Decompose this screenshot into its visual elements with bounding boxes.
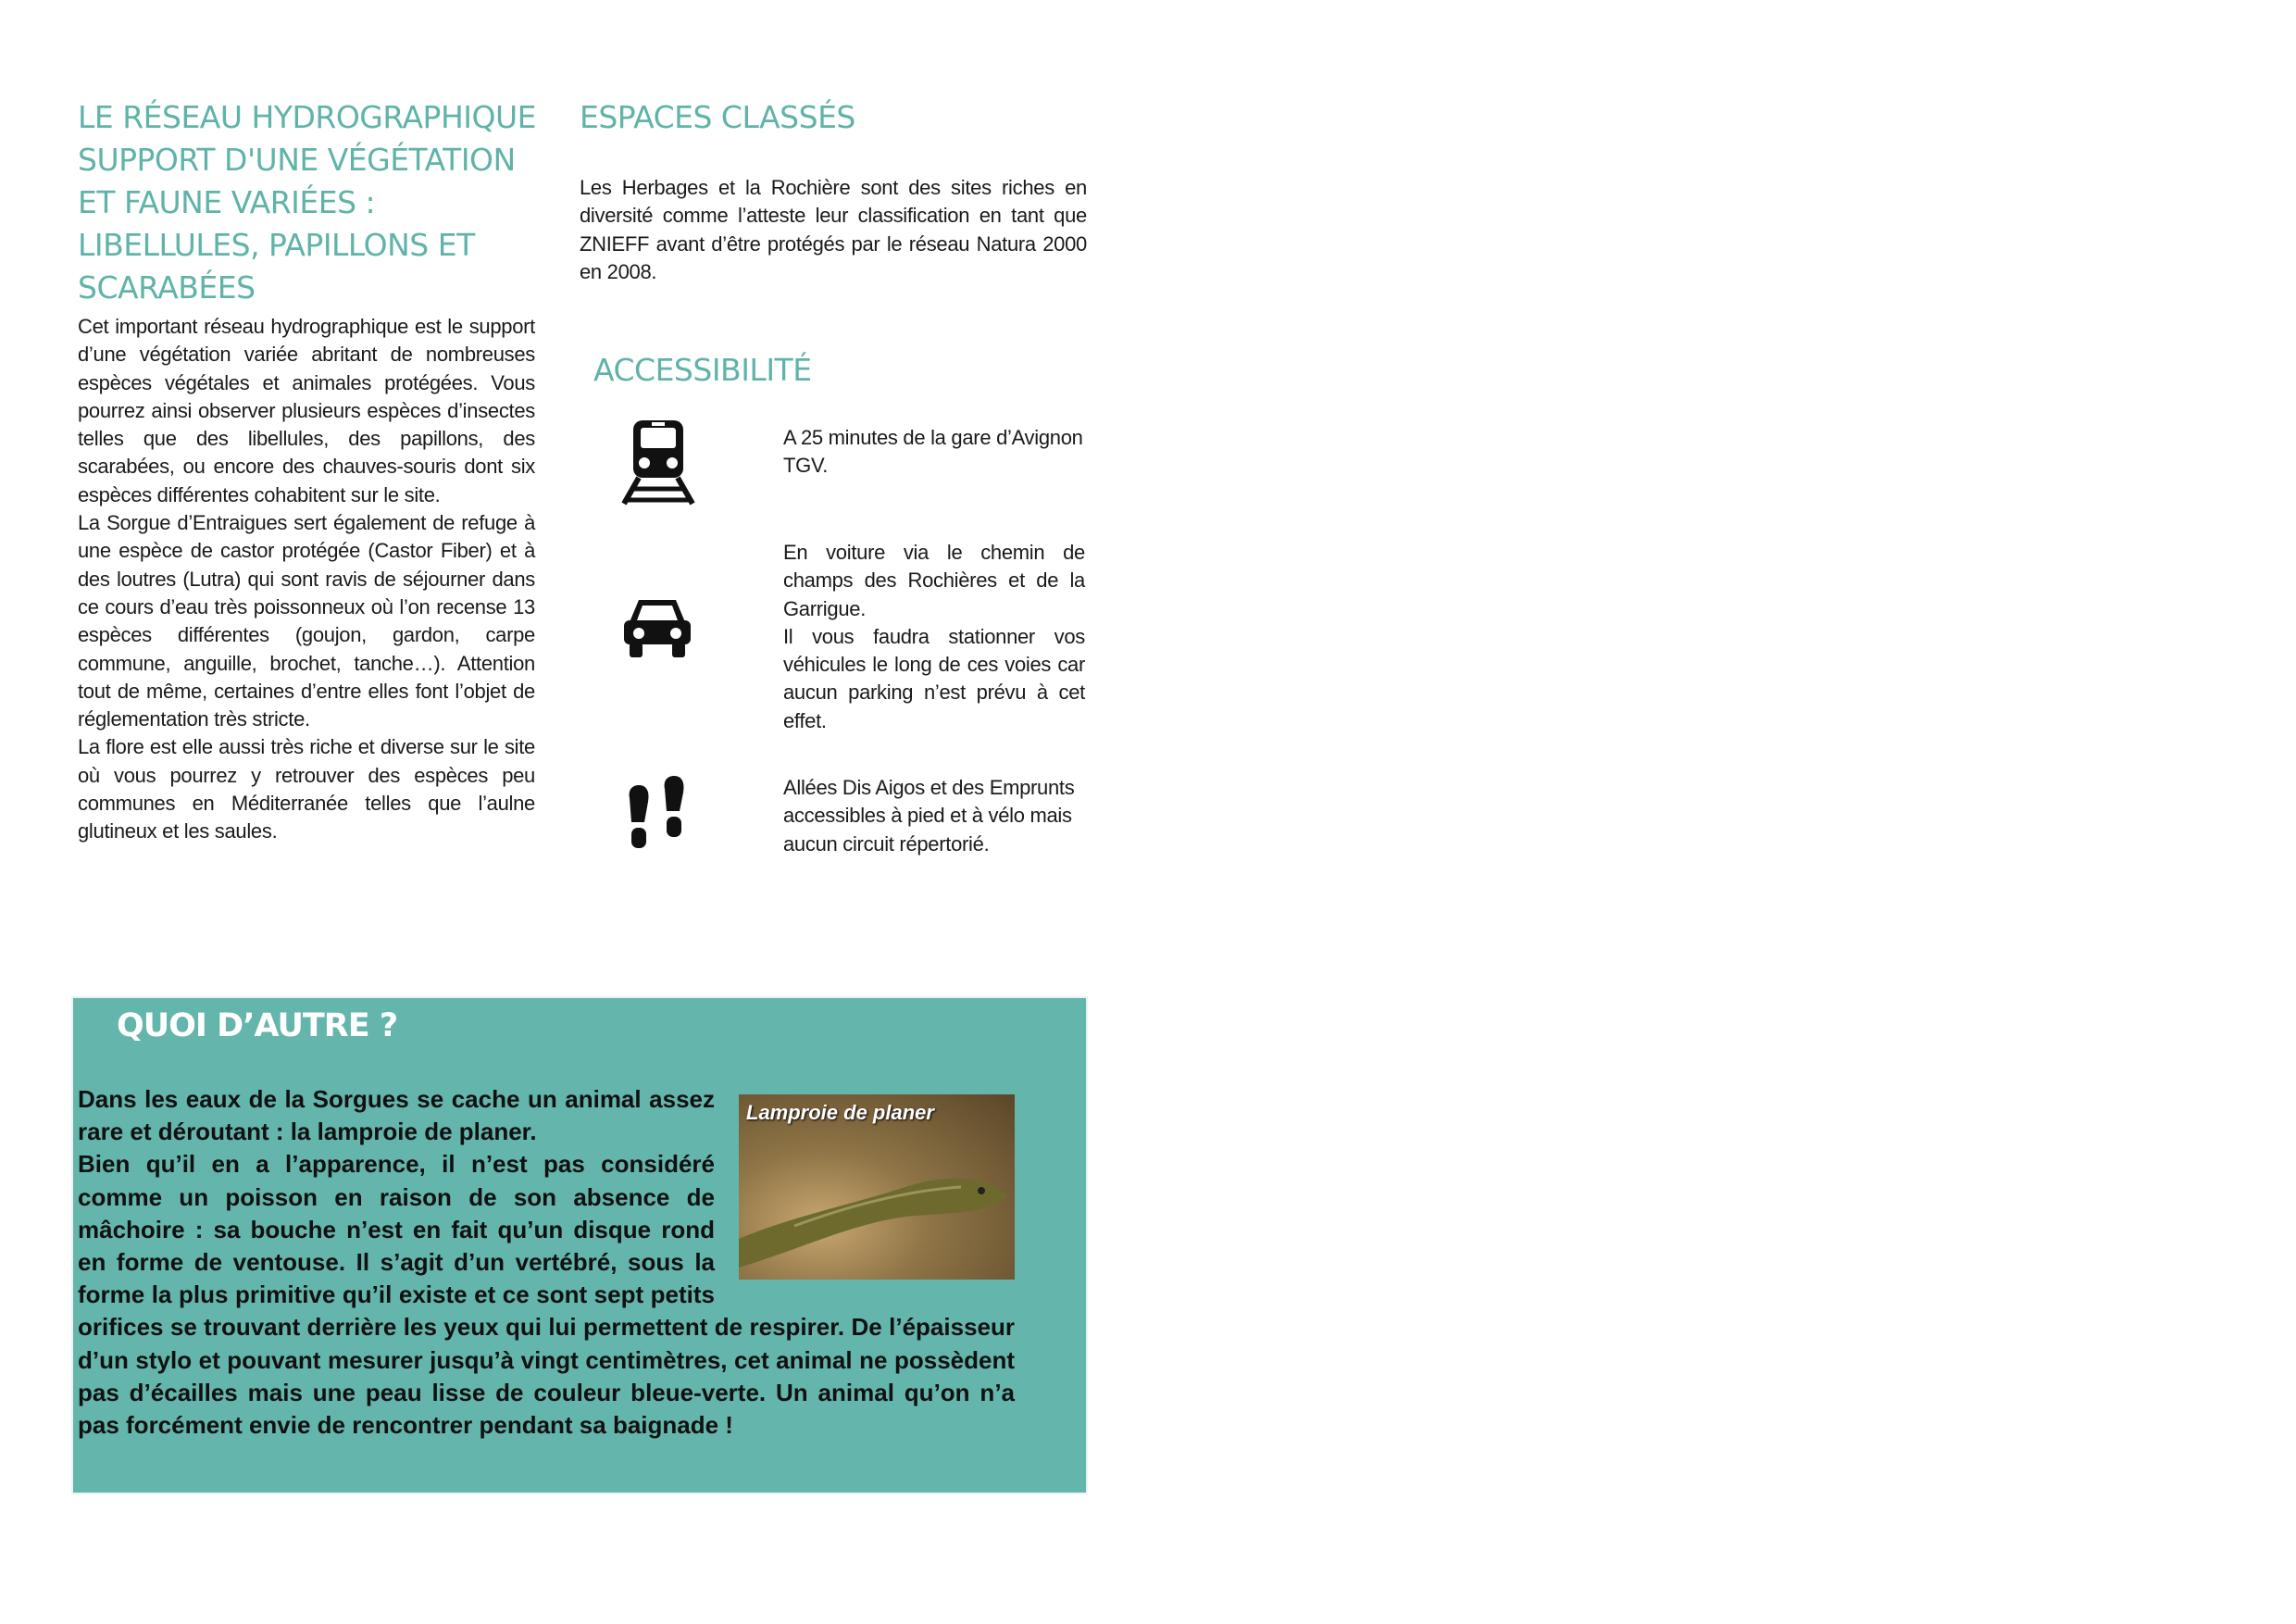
train-icon [618, 418, 698, 506]
espaces-text: Les Herbages et la Rochière sont des sites riches en diversité comme l’atteste leur classification en tant que ZNIEFF avant d’être protégés par le réseau Natura 2000 en 2008. [580, 176, 1087, 283]
main-title: LE RÉSEAU HYDROGRAPHIQUE SUPPORT D'UNE VÉGÉTATION ET FAUNE VARIÉES : LIBELLULES, PAPILLONS ET SCARABÉES [78, 99, 536, 306]
access-title: ACCESSIBILITÉ [593, 352, 812, 388]
main-paragraph: La flore est elle aussi très riche et diverse sur le site où vous pourrez y retrouver des espèces peu communes en Méditerranée telles que l’aulne glutineux et les saules. [78, 735, 535, 843]
main-paragraph: La Sorgue d’Entraigues sert également de refuge à une espèce de castor protégée (Castor Fiber) et à des loutres (Lutra) qui sont ravis de séjourner dans ce cours d’eau très poissonneux où l’on recense 13 espèces différentes (goujon, gardon, carpe commune, anguille, brochet, tanche…). Attention tout de même, certaines d’entre elles font l’objet de réglementation très stricte. [78, 511, 535, 731]
train-text: A 25 minutes de la gare d’Avignon TGV. [783, 426, 1083, 478]
photo-caption: Lamproie de planer [746, 1101, 934, 1124]
other-body [78, 1083, 1015, 1442]
lamprey-photo [739, 1094, 1015, 1280]
car-text [783, 539, 1085, 735]
main-body [78, 313, 535, 846]
car-text-line: En voiture via le chemin de champs des Rochières et de la Garrigue. [783, 541, 1085, 620]
car-text-line: Il vous faudra stationner vos véhicules le long de ces voies car aucun parking n’est prévu à cet effet. [783, 624, 1085, 732]
other-paragraph: Dans les eaux de la Sorgues se cache un animal assez rare et déroutant : la lamproie de planer. [78, 1085, 715, 1146]
main-paragraph: Cet important réseau hydrographique est le support d’une végétation variée abritant de nombreuses espèces végétales et animales protégées. Vous pourrez ainsi observer plusieurs espèces d’insectes telles que des libellules, des papillons, des scarabées, ou encore des chauves-souris dont six espèces différentes cohabitent sur le site. [78, 315, 535, 506]
espaces-title: ESPACES CLASSÉS [580, 99, 855, 135]
other-paragraph: Bien qu’il en a l’apparence, il n’est pas considéré comme un poisson en raison de son absence de mâchoire : sa bouche n’est en fait qu’un disque rond en forme de ventouse. Il s’agit d’un vertébré, sous la forme la plus primitive qu’il existe et ce sont sept petits orifices se trouvant derrière les yeux qui lui permettent de respirer. De l’épaisseur d’un stylo et pouvant mesurer jusqu’à vingt centimètres, cet animal ne possèdent pas d’écailles mais une peau lisse de couleur bleue-verte. Un animal qu’on n’a pas forcément envie de rencontrer pendant sa baignade ! [78, 1150, 1015, 1440]
walk-text: Allées Dis Aigos et des Emprunts accessibles à pied et à vélo mais aucun circuit répertorié. [783, 776, 1075, 856]
other-title: QUOI D’AUTRE ? [117, 1007, 398, 1044]
car-icon [622, 594, 693, 659]
footprints-icon [624, 774, 693, 852]
